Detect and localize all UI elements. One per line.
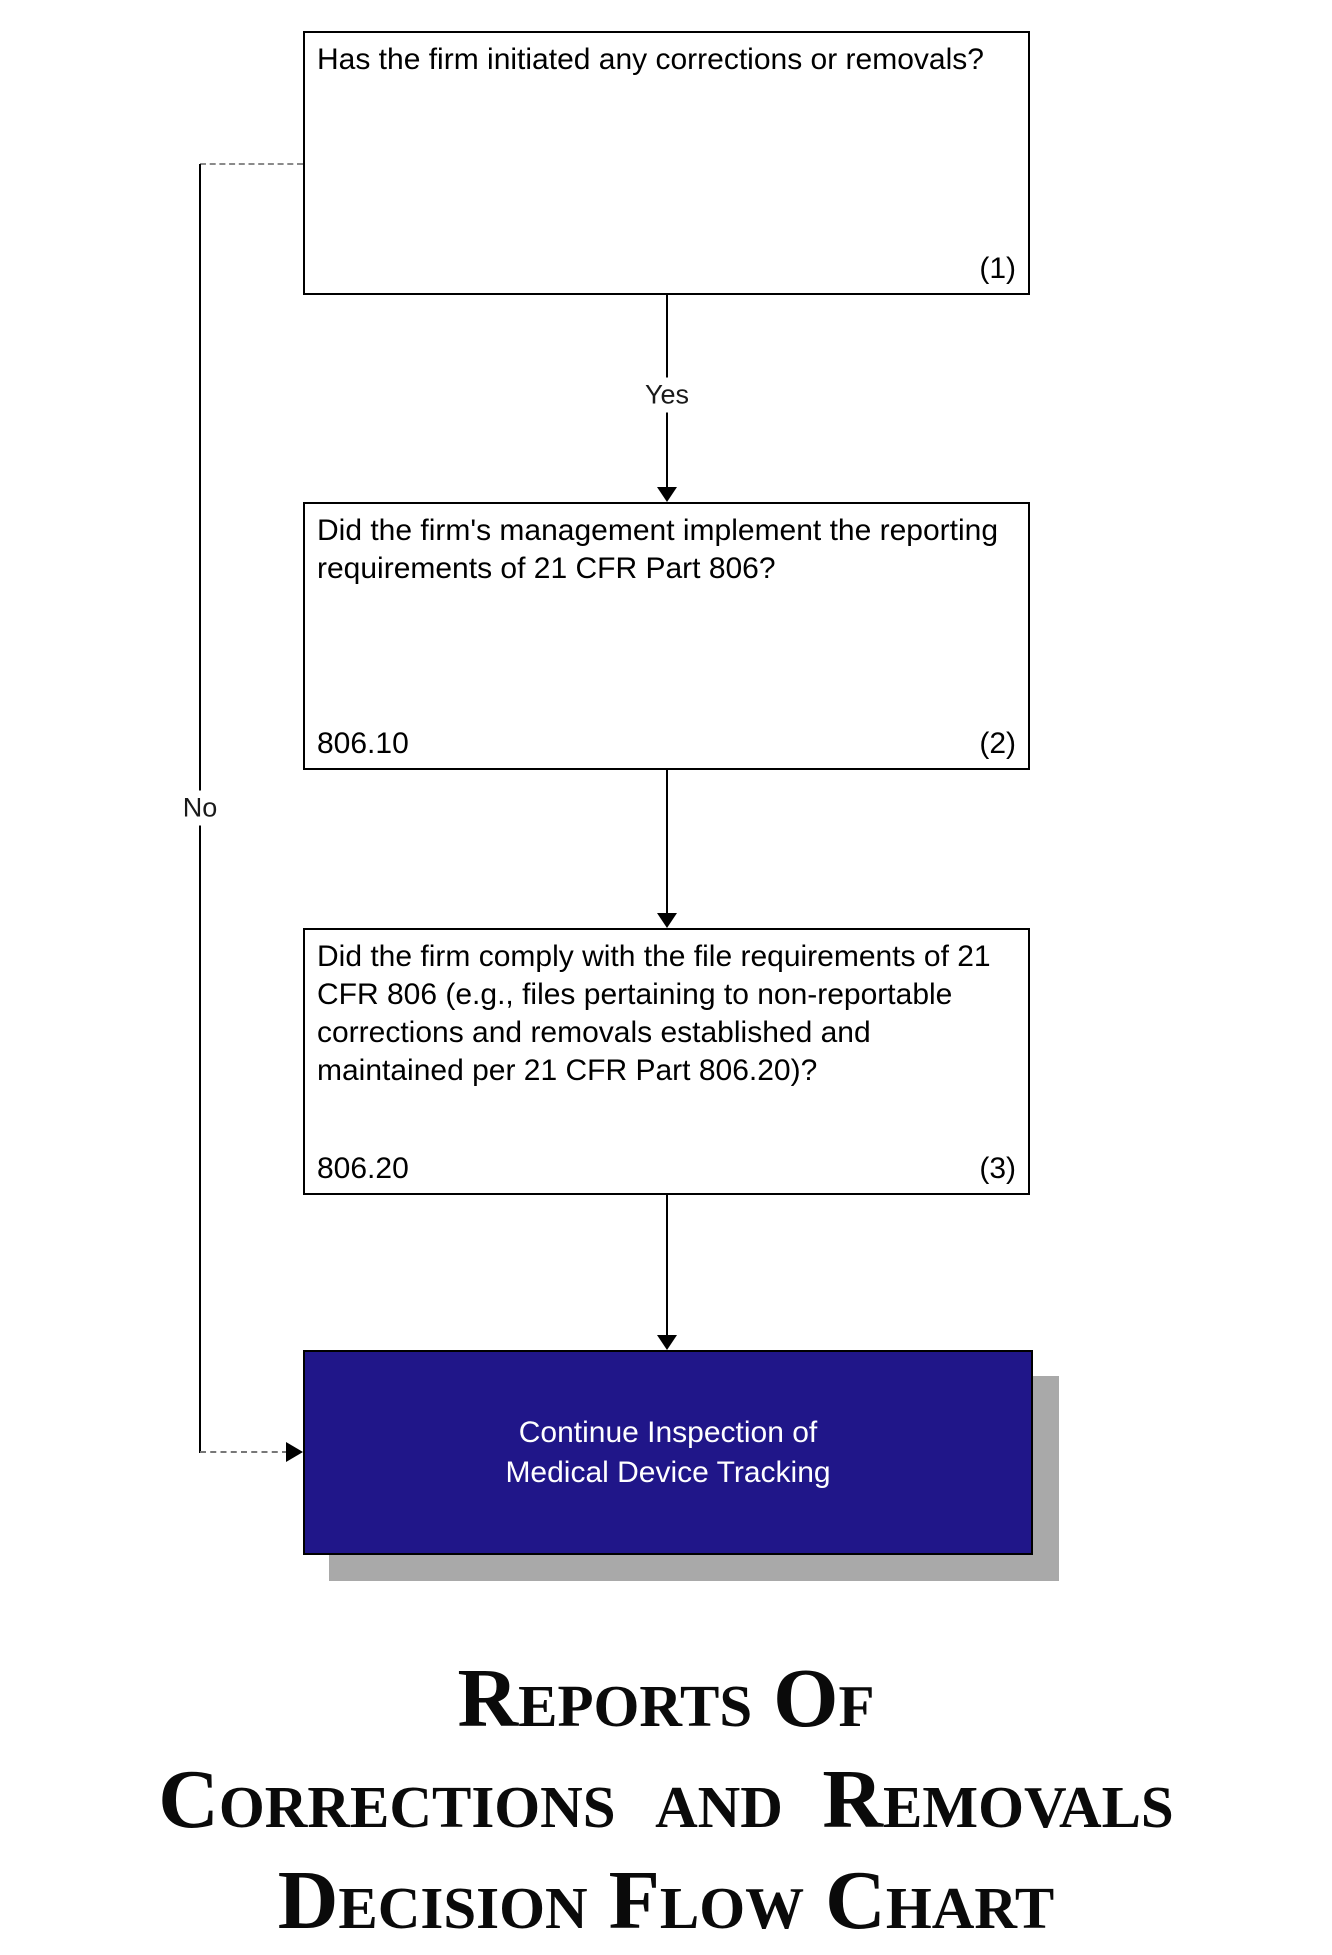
decision-box-1-number: (1) (979, 252, 1016, 285)
edge-line-box3-terminal (666, 1195, 668, 1336)
terminal-box-text-line2: Medical Device Tracking (505, 1455, 831, 1489)
decision-box-1-question: Has the firm initiated any corrections or removals? (317, 43, 984, 76)
decision-box-2-ref: 806.10 (317, 727, 409, 760)
no-edge-dashed-segment-bottom (200, 1451, 288, 1453)
decision-box-3-footer (317, 1151, 1016, 1187)
yes-edge-arrowhead-icon (657, 487, 677, 502)
edge-arrowhead-box2-box3-icon (657, 913, 677, 928)
decision-box-1-footer (317, 251, 1016, 287)
no-edge-label: No (173, 791, 228, 826)
decision-box-2-question: Did the firm's management implement the reporting requirements of 21 CFR Part 806? (317, 514, 999, 585)
terminal-box-continue-inspection (303, 1350, 1033, 1555)
chart-title-line1: Reports Of (457, 1652, 875, 1745)
terminal-box-text-line1: Continue Inspection of (518, 1415, 818, 1449)
decision-box-3-number: (3) (979, 1152, 1016, 1185)
no-edge-dashed-segment-top (200, 163, 303, 165)
decision-box-3-question: Did the firm comply with the file requirements of 21 CFR 806 (e.g., files pertaining to non-reportable corrections and removals established and maintained per 21 CFR Part 806.20)? (317, 940, 991, 1087)
decision-box-2-footer (317, 726, 1016, 762)
decision-box-3-ref: 806.20 (317, 1152, 409, 1185)
decision-box-2-number: (2) (979, 727, 1016, 760)
chart-title-line3: Decision Flow Chart (277, 1854, 1055, 1947)
decision-box-3 (303, 928, 1030, 1195)
chart-title-line2: Corrections and Removals (158, 1753, 1174, 1846)
edge-line-box2-box3 (666, 770, 668, 914)
yes-edge-label: Yes (635, 378, 699, 413)
no-edge-arrowhead-icon (286, 1442, 303, 1462)
edge-arrowhead-box3-terminal-icon (657, 1335, 677, 1350)
decision-box-2 (303, 502, 1030, 770)
decision-box-1 (303, 31, 1030, 295)
chart-title (0, 1648, 1332, 1951)
